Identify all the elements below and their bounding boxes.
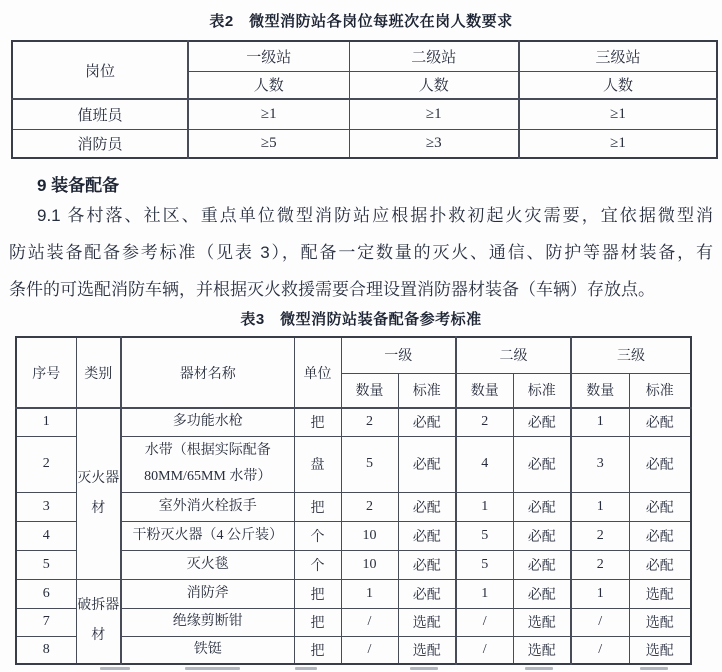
std-cell: 选配 (629, 608, 691, 636)
qty-cell: 1 (341, 579, 398, 608)
std-cell: 必配 (398, 550, 456, 579)
seq-cell: 7 (16, 608, 76, 636)
cutoff-glyph-fragment (640, 667, 668, 670)
std-cell: 必配 (629, 436, 691, 492)
qty-cell: 4 (456, 436, 513, 492)
value-cell: ≥5 (188, 129, 349, 158)
cutoff-glyph-fragment (410, 667, 438, 670)
qty-cell: 2 (341, 408, 398, 436)
unit-cell: 把 (294, 579, 341, 608)
category-cell: 破拆器材 (76, 579, 121, 664)
cutoff-glyph-fragment (295, 667, 317, 670)
unit-header-cell: 单位 (294, 337, 341, 408)
qty-cell: / (571, 636, 629, 664)
qty-header-cell: 数量 (571, 373, 629, 408)
std-cell: 必配 (513, 579, 571, 608)
cutoff-glyph-fragment (100, 667, 130, 670)
std-cell: 选配 (513, 636, 571, 664)
std-cell: 必配 (513, 550, 571, 579)
qty-cell: 5 (341, 436, 398, 492)
qty-cell: 2 (341, 492, 398, 521)
std-header-cell: 标准 (629, 373, 691, 408)
qty-cell: / (341, 636, 398, 664)
equipment-name-cell: 多功能水枪 (121, 408, 294, 436)
std-cell: 必配 (398, 436, 456, 492)
qty-cell: 1 (571, 408, 629, 436)
equipment-name-cell: 灭火毯 (121, 550, 294, 579)
std-cell: 选配 (398, 636, 456, 664)
qty-cell: / (341, 608, 398, 636)
seq-cell: 8 (16, 636, 76, 664)
qty-cell: 10 (341, 521, 398, 550)
unit-cell: 把 (294, 636, 341, 664)
equipment-name-cell: 绝缘剪断钳 (121, 608, 294, 636)
post-cell: 消防员 (12, 129, 188, 158)
seq-cell: 6 (16, 579, 76, 608)
section-heading: 9 装备配备 (37, 176, 120, 195)
std-cell: 必配 (398, 579, 456, 608)
qty-cell: / (456, 636, 513, 664)
category-cell: 灭火器材 (76, 408, 121, 579)
paragraph-line: 条件的可选配消防车辆，并根据灭火救援需要合理设置消防器材装备（车辆）存放点。 (9, 280, 655, 299)
category-header-cell: 类别 (76, 337, 121, 408)
qty-cell: 1 (456, 579, 513, 608)
table-row (16, 408, 691, 436)
qty-cell: 1 (456, 492, 513, 521)
qty-header-cell: 数量 (341, 373, 398, 408)
count-header-cell: 人数 (349, 71, 519, 99)
equipment-name-cell: 铁铤 (121, 636, 294, 664)
level-header-cell: 三级 (571, 337, 691, 373)
table-row (12, 41, 717, 71)
equipment-name-cell: 水带（根据实际配备 80MM/65MM 水带） (121, 436, 294, 492)
qty-cell: 2 (571, 550, 629, 579)
std-cell: 选配 (629, 636, 691, 664)
cutoff-glyph-fragment (185, 667, 240, 670)
table3-caption: 表3 微型消防站装备配备参考标准 (240, 311, 482, 328)
unit-cell: 把 (294, 408, 341, 436)
table-row (16, 337, 691, 373)
table-row (12, 99, 717, 129)
seq-cell: 2 (16, 436, 76, 492)
std-cell: 必配 (513, 408, 571, 436)
seq-cell: 3 (16, 492, 76, 521)
std-cell: 必配 (629, 408, 691, 436)
qty-cell: 2 (456, 408, 513, 436)
level-header-cell: 一级 (341, 337, 456, 373)
value-cell: ≥1 (519, 99, 717, 129)
std-cell: 必配 (513, 492, 571, 521)
unit-cell: 个 (294, 550, 341, 579)
count-header-cell: 人数 (519, 71, 717, 99)
paragraph-line: 防站装备配备参考标准（见表 3），配备一定数量的灭火、通信、防护等器材装备，有 (9, 243, 713, 262)
qty-cell: 5 (456, 521, 513, 550)
equipment-name-cell: 干粉灭火器（4 公斤装） (121, 521, 294, 550)
std-cell: 必配 (398, 408, 456, 436)
table-row (12, 129, 717, 158)
std-cell: 选配 (629, 579, 691, 608)
std-cell: 必配 (629, 492, 691, 521)
name-header-cell: 器材名称 (121, 337, 294, 408)
qty-cell: 1 (571, 492, 629, 521)
cutoff-glyph-fragment (525, 667, 553, 670)
qty-cell: 3 (571, 436, 629, 492)
seq-cell: 4 (16, 521, 76, 550)
unit-cell: 把 (294, 492, 341, 521)
count-header-cell: 人数 (188, 71, 349, 99)
qty-cell: 5 (456, 550, 513, 579)
unit-cell: 把 (294, 608, 341, 636)
unit-cell: 个 (294, 521, 341, 550)
std-cell: 必配 (629, 521, 691, 550)
qty-header-cell: 数量 (456, 373, 513, 408)
station-header-cell: 一级站 (188, 41, 349, 71)
std-cell: 必配 (398, 492, 456, 521)
equipment-name-cell: 消防斧 (121, 579, 294, 608)
std-cell: 必配 (398, 521, 456, 550)
seq-cell: 5 (16, 550, 76, 579)
qty-cell: 2 (571, 521, 629, 550)
value-cell: ≥3 (349, 129, 519, 158)
station-header-cell: 三级站 (519, 41, 717, 71)
qty-cell: 1 (571, 579, 629, 608)
value-cell: ≥1 (519, 129, 717, 158)
value-cell: ≥1 (188, 99, 349, 129)
section-paragraph (9, 197, 713, 308)
station-header-cell: 二级站 (349, 41, 519, 71)
std-cell: 选配 (513, 608, 571, 636)
staffing-table (11, 40, 718, 159)
post-cell: 值班员 (12, 99, 188, 129)
std-cell: 必配 (513, 521, 571, 550)
value-cell: ≥1 (349, 99, 519, 129)
equipment-table (15, 336, 692, 665)
table-row (16, 579, 691, 608)
seq-header-cell: 序号 (16, 337, 76, 408)
qty-cell: / (456, 608, 513, 636)
level-header-cell: 二级 (456, 337, 571, 373)
paragraph-line: 9.1 各村落、社区、重点单位微型消防站应根据扑救初起火灾需要，宜依据微型消 (37, 206, 713, 225)
seq-cell: 1 (16, 408, 76, 436)
qty-cell: 10 (341, 550, 398, 579)
std-cell: 选配 (398, 608, 456, 636)
table2-caption: 表2 微型消防站各岗位每班次在岗人数要求 (209, 13, 513, 30)
std-header-cell: 标准 (513, 373, 571, 408)
unit-cell: 盘 (294, 436, 341, 492)
std-cell: 必配 (513, 436, 571, 492)
std-header-cell: 标准 (398, 373, 456, 408)
equipment-name-cell: 室外消火栓扳手 (121, 492, 294, 521)
std-cell: 必配 (629, 550, 691, 579)
post-header-cell: 岗位 (12, 41, 188, 99)
qty-cell: / (571, 608, 629, 636)
